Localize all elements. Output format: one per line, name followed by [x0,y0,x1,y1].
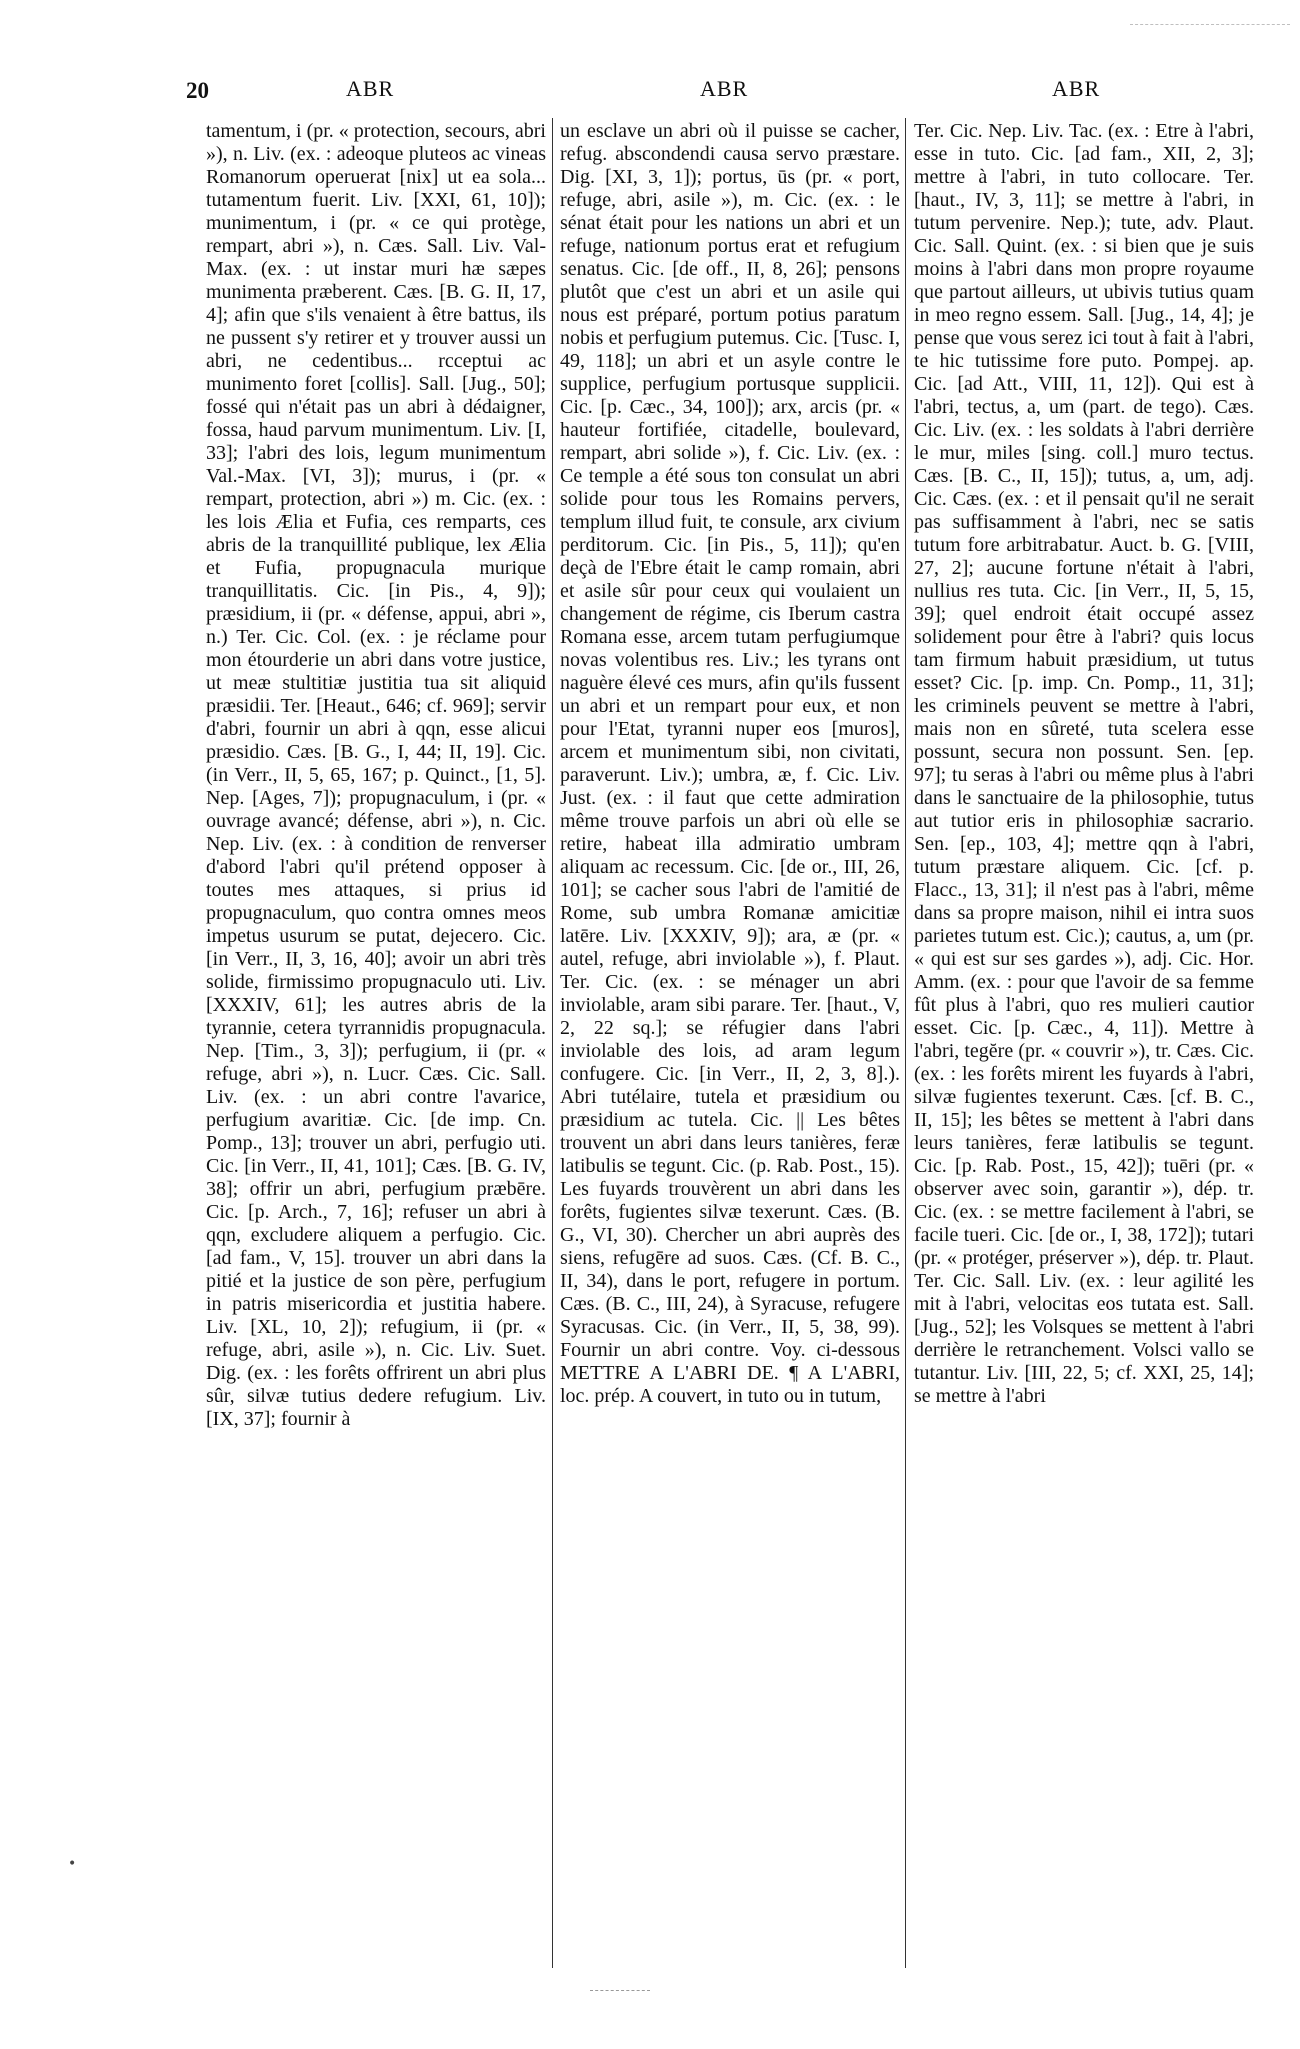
running-head-left: ABR [346,76,395,101]
margin-mark: • [68,1856,77,1872]
text-column-1: tamentum, i (pr. « protection, secours, abri »), n. Liv. (ex. : adeoque pluteos ac vineas Romanorum operuerat [nix] ut ea sola... tutamentum fuerit. Liv. [XXI, 61, 10]); munimentum, i (pr. « ce qui protège, rempart, abri »), n. Cæs. Sall. Liv. Val-Max. (ex. : ut instar muri hæ sæpes munimenta præberent. Cæs. [B. G. II, 17, 4]; afin que s'ils venaient à être battus, ils ne pussent s'y retirer et y trouver aussi un abri, ne cedentibus... rcceptui ac munimento foret [collis]. Sall. [Jug., 50]; fossé qui n'était pas un abri à dédaigner, fossa, haud parvum munimentum. Liv. [I, 33]; l'abri des lois, legum munimentum Val.-Max. [VI, 3]); murus, i (pr. « rempart, protection, abri ») m. Cic. (ex. : les lois Ælia et Fufia, ces remparts, ces abris de la tranquillité publique, lex Ælia et Fufia, propugnacula murique tranquillitatis. Cic. [in Pis., 4, 9]); præsidium, ii (pr. « défense, appui, abri », n.) Ter. Cic. Col. (ex. : je réclame pour mon étourderie un abri dans votre justice, ut meæ stultitiæ justitia tua sit aliquid præsidii. Ter. [Heaut., 646; cf. 969]; servir d'abri, fournir un abri à qqn, esse alicui præsidio. Cæs. [B. G., I, 44; II, 19]. Cic. (in Verr., II, 5, 65, 167; p. Quinct., [1, 5]. Nep. [Ages, 7]); propugnaculum, i (pr. « ouvrage avancé; défense, abri »), n. Cic. Nep. Liv. (ex. : à condition de renverser d'abord l'abri qu'il prétend opposer à toutes mes attaques, si prius id propugnaculum, quo contra omnes meos impetus usurum se putat, dejecero. Cic. [in Verr., II, 3, 16, 40]; avoir un abri très solide, firmissimo propugnaculo uti. Liv. [XXXIV, 61]; les autres abris de la tyrannie, cetera tyrrannidis propugnacula. Nep. [Tim., 3, 3]); perfugium, ii (pr. « refuge, abri »), n. Lucr. Cæs. Cic. Sall. Liv. (ex. : un abri contre l'avarice, perfugium avaritiæ. Cic. [de imp. Cn. Pomp., 13]; trouver un abri, perfugio uti. Cic. [in Verr., II, 41, 101]; Cæs. [B. G. IV, 38]; offrir un abri, perfugium præbēre. Cic. [p. Arch., 7, 16]; refuser un abri à qqn, excludere aliquem a perfugio. Cic. [ad fam., V, 15]. trouver un abri dans la pitié et la justice de son père, perfugium in patris misericordia et justitia habere. Liv. [XL, 10, 2]); refugium, ii (pr. « refuge, abri, asile »), n. Cic. Liv. Suet. Dig. (ex. : les forêts offrirent un abri plus sûr, silvæ tutius dedere refugium. Liv. [IX, 37]; fournir à [206,120,546,1430]
page-number: 20 [186,78,209,103]
running-head-right: ABR [1052,76,1101,101]
bottom-rule [590,1990,650,1991]
text-column-3: Ter. Cic. Nep. Liv. Tac. (ex. : Etre à l'abri, esse in tuto. Cic. [ad fam., XII, 2, 3]; mettre à l'abri, in tuto collocare. Ter. [haut., IV, 3, 11]; se mettre à l'abri, in tutum pervenire. Nep.); tute, adv. Plaut. Cic. Sall. Quint. (ex. : si bien que je suis moins à l'abri dans mon propre royaume que partout ailleurs, ut ubivis tutius quam in meo regno essem. Sall. [Jug., 14, 4]; je pense que vous serez ici tout à fait à l'abri, te hic tutissime fore puto. Pompej. ap. Cic. [ad Att., VIII, 11, 12]). Qui est à l'abri, tectus, a, um (part. de tego). Cæs. Cic. Liv. (ex. : les soldats à l'abri derrière le mur, miles [sing. coll.] muro tectus. Cæs. [B. C., II, 15]); tutus, a, um, adj. Cic. Cæs. (ex. : et il pensait qu'il ne serait pas suffisamment à l'abri, nec se satis tutum fore arbitrabatur. Auct. b. G. [VIII, 27, 2]; aucune fortune n'était à l'abri, nullius res tuta. Cic. [in Verr., II, 5, 15, 39]; quel endroit était occupé assez solidement pour être à l'abri? quis locus tam firmum habuit præsidium, ut tutus esset? Cic. [p. imp. Cn. Pomp., 11, 31]; les criminels peuvent se mettre à l'abri, mais non en sûreté, tuta scelera esse possunt, secura non possunt. Sen. [ep. 97]; tu seras à l'abri ou même plus à l'abri dans le sanctuaire de la philosophie, tutus aut tutior eris in philosophiæ sacrario. Sen. [ep., 103, 4]; mettre qqn à l'abri, tutum præstare aliquem. Cic. [cf. p. Flacc., 13, 31]; il n'est pas à l'abri, même dans sa propre maison, nihil ei intra suos parietes tutum est. Cic.); cautus, a, um (pr. « qui est sur ses gardes »), adj. Cic. Hor. Amm. (ex. : pour que l'avoir de sa femme fût plus à l'abri, quo res mulieri cautior esset. Cic. [p. Cæc., 4, 11]). Mettre à l'abri, tegĕre (pr. « couvrir »), tr. Cæs. Cic. (ex. : les forêts mirent les fuyards à l'abri, silvæ fugientes texerunt. Cæs. [cf. B. C., II, 15]; les bêtes se mettent à l'abri dans leurs tanières, feræ latibulis se tegunt. Cic. [p. Rab. Post., 15, 42]); tuēri (pr. « observer avec soin, garantir »), dép. tr. Cic. (ex. : se mettre facilement à l'abri, se facile tueri. Cic. [de or., I, 38, 172]); tutari (pr. « protéger, préserver »), dép. tr. Plaut. Ter. Cic. Sall. Liv. (ex. : leur agilité les mit à l'abri, velocitas eos tutata est. Sall. [Jug., 52]; les Volsques se mettent à l'abri derrière le retranchement. Volsci vallo se tutantur. Liv. [III, 22, 5; cf. XXI, 25, 14]; se mettre à l'abri [914,120,1254,1407]
column-divider [552,118,553,1968]
running-head-center: ABR [700,76,749,101]
corner-rule [1130,24,1290,25]
text-column-2: un esclave un abri où il puisse se cacher, refug. abscondendi causa servo præstare. Dig. [XI, 3, 1]); portus, ūs (pr. « port, refuge, abri, asile »), m. Cic. (ex. : le sénat était pour les nations un abri et un refuge, nationum portus erat et refugium senatus. Cic. [de off., II, 8, 26]; pensons plutôt que c'est un abri et un asile qui nous est préparé, portum potius paratum nobis et perfugium putemus. Cic. [Tusc. I, 49, 118]; un abri et un asyle contre le supplice, perfugium portusque supplicii. Cic. [p. Cæc., 34, 100]); arx, arcis (pr. « hauteur fortifiée, citadelle, boulevard, rempart, abri solide »), f. Cic. Liv. (ex. : Ce temple a été sous ton consulat un abri solide pour tous les Romains pervers, templum illud fuit, te consule, arx civium perditorum. Cic. [in Pis., 5, 11]); qu'en deçà de l'Ebre était le camp romain, abri et asile sûr pour ceux qui voulaient un changement de régime, cis Iberum castra Romana esse, arcem tutam perfugiumque novas volentibus res. Liv.; les tyrans ont naguère élevé ces murs, afin qu'ils fussent un abri et un rempart pour eux, et non pour l'Etat, tyranni nuper eos [muros], arcem et munimentum sibi, non civitati, paraverunt. Liv.); umbra, æ, f. Cic. Liv. Just. (ex. : il faut que cette admiration même trouve parfois un abri où elle se retire, habeat illa admiratio umbram aliquam ac recessum. Cic. [de or., III, 26, 101]; se cacher sous l'abri de l'amitié de Rome, sub umbra Romanæ amicitiæ latēre. Liv. [XXXIV, 9]); ara, æ (pr. « autel, refuge, abri inviolable »), f. Plaut. Ter. Cic. (ex. : se ménager un abri inviolable, aram sibi parare. Ter. [haut., V, 2, 22 sq.]; se réfugier dans l'abri inviolable des lois, ad aram legum confugere. Cic. [in Verr., II, 2, 3, 8].). Abri tutélaire, tutela et præsidium ou præsidium ac tutela. Cic. || Les bêtes trouvent un abri dans leurs tanières, feræ latibulis se tegunt. Cic. (p. Rab. Post., 15). Les fuyards trouvèrent un abri dans les forêts, fugientes silvæ texerunt. Cæs. (B. G., VI, 30). Chercher un abri auprès des siens, refugēre ad suos. Cæs. (Cf. B. C., II, 34), dans le port, refugere in portum. Cæs. (B. C., III, 24), à Syracuse, refugere Syracusas. Cic. (in Verr., II, 5, 38, 99). Fournir un abri contre. Voy. ci-dessous METTRE A L'ABRI DE. ¶ A L'ABRI, loc. prép. A couvert, in tuto ou in tutum, [560,120,900,1407]
column-divider [905,118,906,1968]
